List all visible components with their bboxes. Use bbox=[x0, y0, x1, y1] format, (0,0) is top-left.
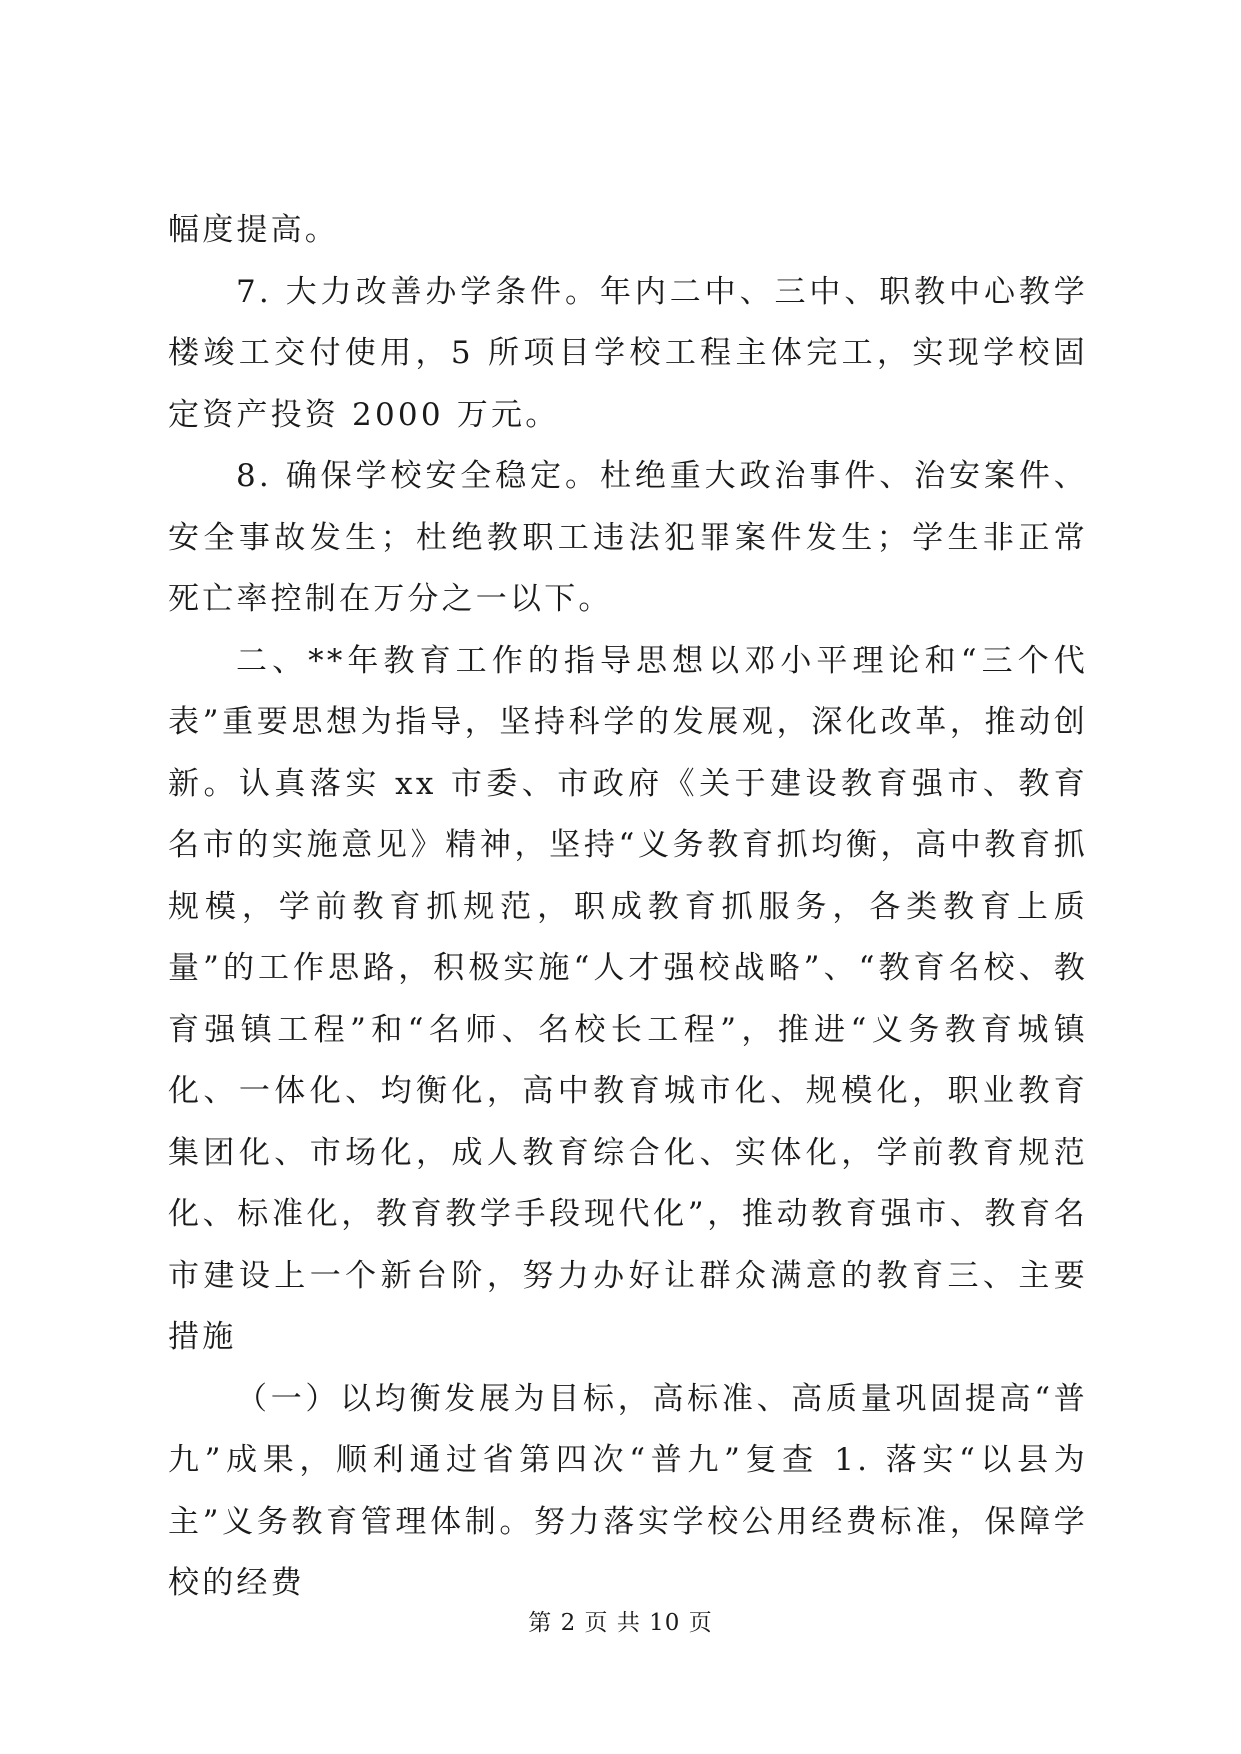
paragraph-continuation: 幅度提高。 bbox=[168, 212, 339, 248]
paragraph-item-7: 7. 大力改善办学条件。年内二中、三中、职教中心教学楼竣工交付使用，5 所项目学校工程主体完工，实现学校固定资产投资 2000 万元。 bbox=[168, 273, 1088, 433]
paragraph-section-2: 二、**年教育工作的指导思想以邓小平理论和“三个代表”重要思想为指导，坚持科学的发展观，深化改革，推动创新。认真落实 xx 市委、市政府《关于建设教育强市、教育名市的实施意见》精神，坚持“义务教育抓均衡，高中教育抓规模，学前教育抓规范，职成教育抓服务，各类教育上质量”的工作思路，积极实施“人才强校战略”、“教育名校、教育强镇工程”和“名师、名校长工程”，推进“义务教育城镇化、一体化、均衡化，高中教育城市化、规模化，职业教育集团化、市场化，成人教育综合化、实体化，学前教育规范化、标准化，教育教学手段现代化”，推动教育强市、教育名市建设上一个新台阶，努力办好让群众满意的教育三、主要措施 bbox=[168, 642, 1088, 1355]
paragraph-item-8: 8. 确保学校安全稳定。杜绝重大政治事件、治安案件、安全事故发生；杜绝教职工违法犯罪案件发生；学生非正常死亡率控制在万分之一以下。 bbox=[168, 458, 1088, 617]
paragraph-subsection-1: （一）以均衡发展为目标，高标准、高质量巩固提高“普九”成果，顺利通过省第四次“普九”复查 1. 落实“以县为主”义务教育管理体制。努力落实学校公用经费标准，保障学校的经费 bbox=[168, 1380, 1088, 1601]
page-footer: 第 2 页 共 10 页 bbox=[528, 1610, 713, 1636]
body-text bbox=[168, 200, 1088, 1615]
